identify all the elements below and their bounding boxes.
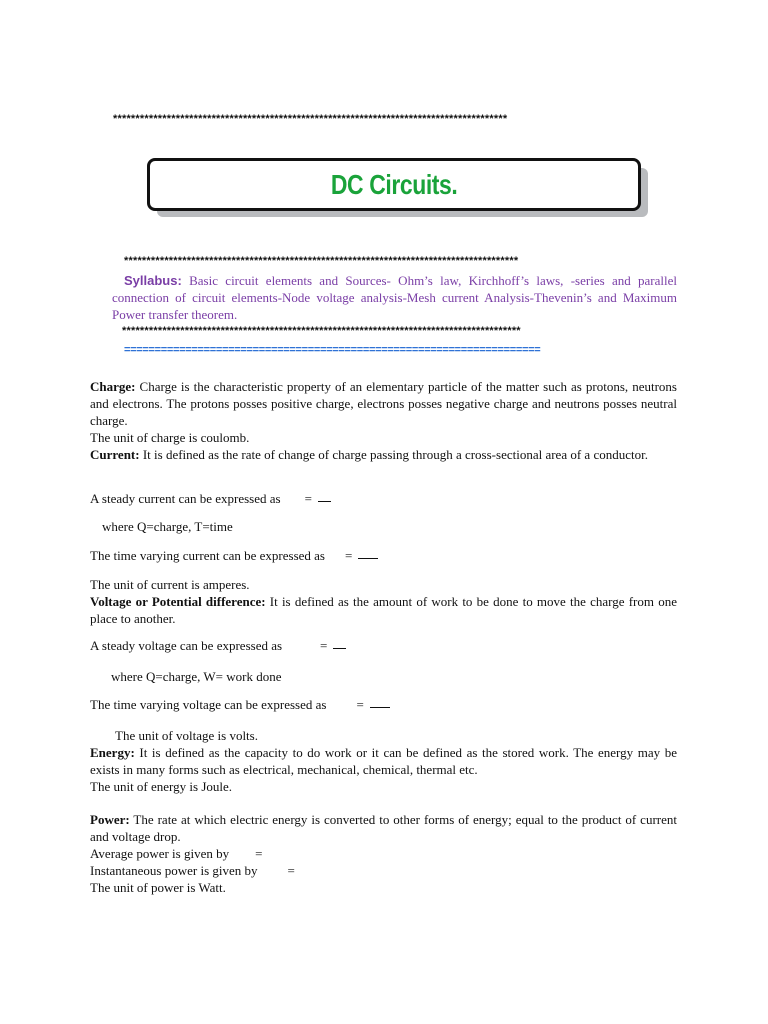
fraction-bar — [333, 639, 346, 656]
current-text: It is defined as the rate of change of charge passing through a cross-sectional area of a conductor. — [139, 447, 648, 462]
power-text: The rate at which electric energy is converted to other forms of energy; equal to the product of current and voltage drop. — [90, 812, 677, 844]
energy-text: It is defined as the capacity to do work or it can be defined as the stored work. The energy may be exists in many forms such as electrical, mechanical, chemical, thermal etc. — [90, 745, 677, 777]
varying-current-line — [90, 547, 378, 566]
current-term: Current: — [90, 447, 140, 462]
charge-paragraph — [90, 378, 677, 429]
instantaneous-power-text: Instantaneous power is given by — [90, 863, 258, 878]
current-unit: The unit of current is amperes. — [90, 577, 250, 592]
average-power-text: Average power is given by — [90, 846, 230, 861]
voltage-paragraph — [90, 593, 677, 627]
equals-sign: = — [287, 863, 295, 878]
power-paragraph — [90, 811, 677, 845]
equals-sign: = — [344, 548, 353, 563]
current-paragraph — [90, 446, 677, 463]
steady-current-text: A steady current can be expressed as — [90, 491, 281, 506]
energy-paragraph — [90, 744, 677, 778]
equals-sign: = — [255, 846, 263, 861]
charge-text: Charge is the characteristic property of an elementary particle of the matter such as protons, neutrons and electrons. The protons posses positive charge, electrons posses negative charge and neutrons posses neutral charge. — [90, 379, 677, 428]
varying-voltage-line — [90, 696, 390, 715]
syllabus-label: Syllabus: — [124, 273, 182, 288]
equals-divider: ==================================================================== — [124, 344, 541, 356]
current-where-note: where Q=charge, T=time — [102, 519, 233, 534]
star-divider-syllabus-bottom: ***************************************************************************************** — [122, 325, 521, 337]
title-box — [147, 158, 641, 211]
varying-voltage-text: The time varying voltage can be expressed as — [90, 697, 327, 712]
star-divider-syllabus-top: **************************************************************************************** — [124, 255, 519, 267]
varying-current-text: The time varying current can be expressed as — [90, 548, 325, 563]
fraction-bar — [358, 549, 378, 566]
charge-unit: The unit of charge is coulomb. — [90, 430, 250, 445]
voltage-unit: The unit of voltage is volts. — [115, 728, 258, 743]
syllabus-paragraph — [112, 272, 677, 323]
power-term: Power: — [90, 812, 130, 827]
voltage-term: Voltage or Potential difference: — [90, 594, 266, 609]
energy-unit: The unit of energy is Joule. — [90, 779, 233, 794]
energy-term: Energy: — [90, 745, 135, 760]
average-power-line — [90, 845, 262, 862]
fraction-bar — [318, 492, 331, 509]
steady-voltage-line — [90, 637, 346, 656]
instantaneous-power-line — [90, 862, 295, 879]
equals-sign: = — [304, 491, 312, 506]
star-divider-top: **************************************************************************************** — [113, 113, 508, 125]
charge-term: Charge: — [90, 379, 136, 394]
syllabus-text: Basic circuit elements and Sources- Ohm’s law, Kirchhoff’s laws, -series and parallel connection of circuit elements-Node voltage analysis-Mesh current Analysis-Thevenin’s and Maximum Power transfer theorem. — [112, 273, 678, 322]
steady-voltage-text: A steady voltage can be expressed as — [90, 638, 283, 653]
power-unit: The unit of power is Watt. — [90, 880, 226, 895]
equals-sign: = — [356, 697, 364, 712]
equals-sign: = — [320, 638, 328, 653]
voltage-text: It is defined as the amount of work to be done to move the charge from one place to another. — [90, 594, 677, 626]
voltage-where-note: where Q=charge, W= work done — [111, 669, 282, 684]
page-title: DC Circuits. — [330, 168, 458, 200]
steady-current-line — [90, 490, 331, 509]
fraction-bar — [370, 698, 390, 715]
